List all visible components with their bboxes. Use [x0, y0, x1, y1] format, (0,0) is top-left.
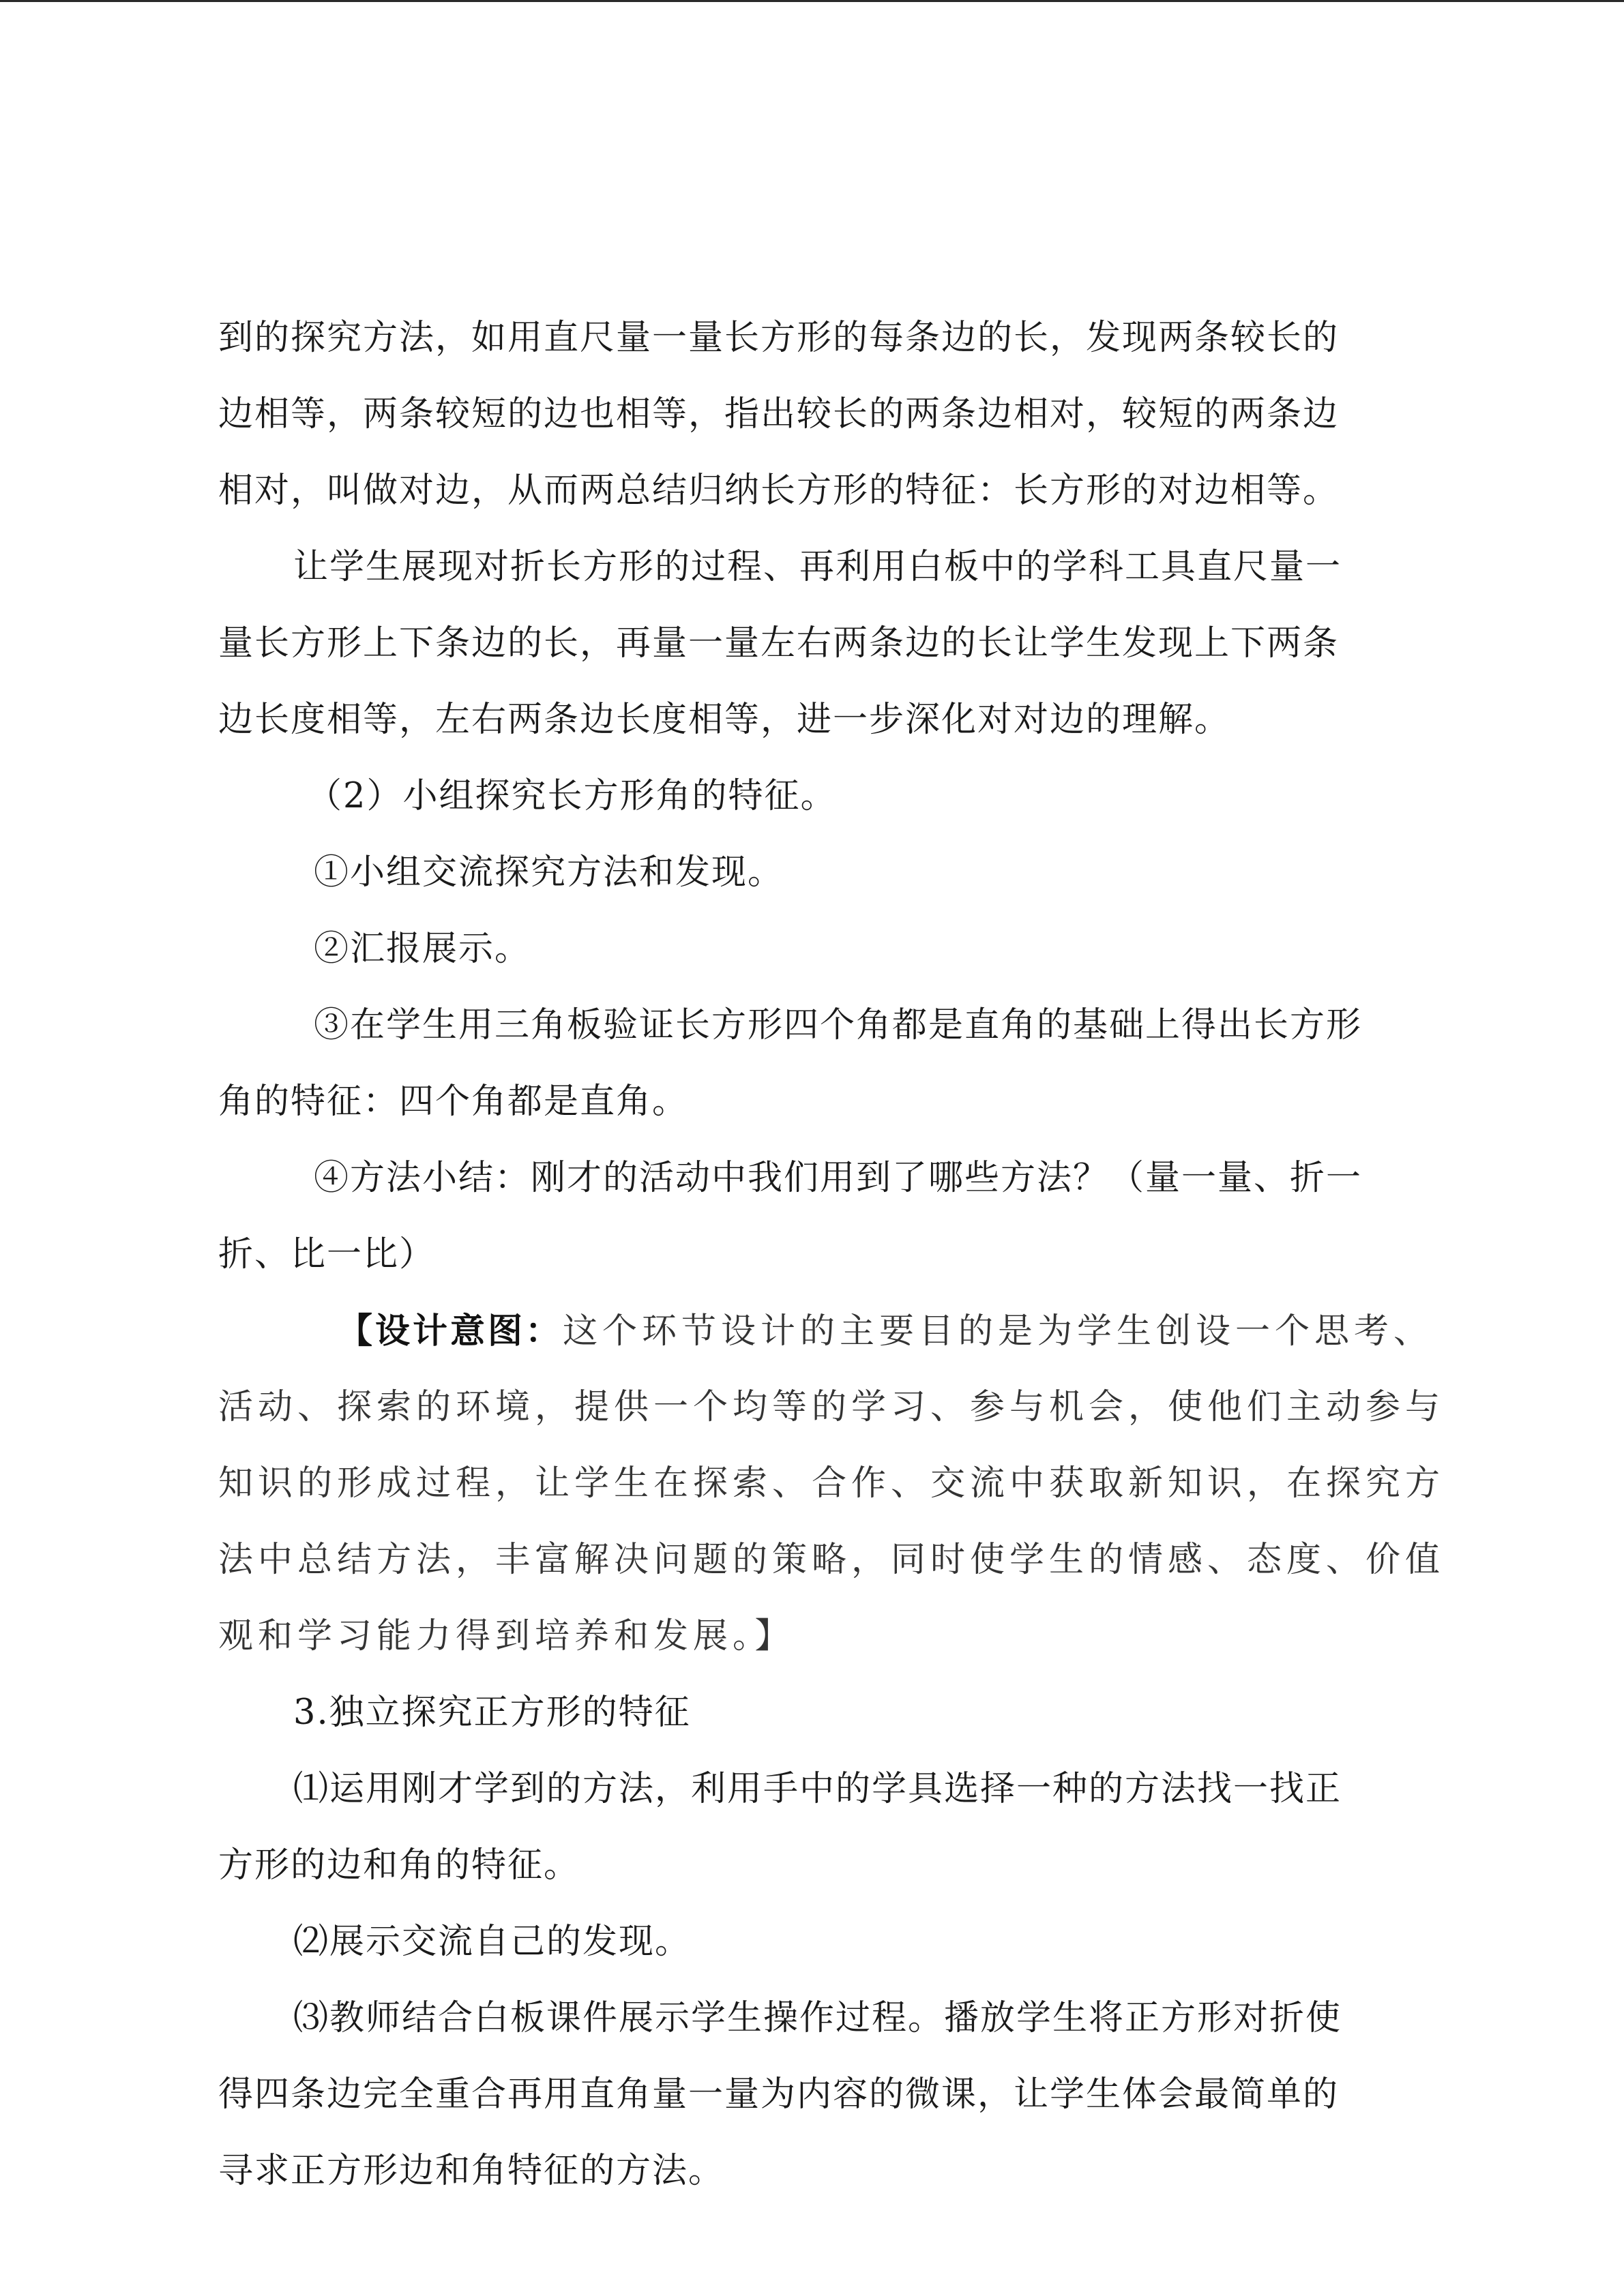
- top-border-rule: [0, 0, 1624, 2]
- paragraph-line: 到的探究方法，如用直尺量一量长方形的每条边的长，发现两条较长的: [218, 318, 1340, 358]
- design-intent-line: 知识的形成过程，让学生在探索、合作、交流中获取新知识，在探究方: [218, 1463, 1445, 1504]
- list-item: ②汇报展示。: [314, 929, 531, 969]
- design-intent-line: 活动、探索的环境，提供一个均等的学习、参与机会，使他们主动参与: [218, 1387, 1445, 1427]
- paragraph-line: 角的特征：四个角都是直角。: [218, 1082, 689, 1122]
- design-intent-first-line: [218, 1293, 1434, 1369]
- list-item: ④方法小结：刚才的活动中我们用到了哪些方法？（量一量、折一: [314, 1158, 1363, 1198]
- list-item: ③在学生用三角板验证长方形四个角都是直角的基础上得出长方形: [314, 1005, 1363, 1045]
- subheading-line: （2）小组探究长方形角的特征。: [307, 776, 837, 816]
- design-intent-line: 观和学习能力得到培养和发展。】: [218, 1616, 795, 1656]
- design-intent-title: 【设计意图：: [338, 1311, 563, 1352]
- paragraph-line: 边长度相等，左右两条边长度相等，进一步深化对对边的理解。: [218, 700, 1231, 740]
- list-item: ⑶教师结合白板课件展示学生操作过程。播放学生将正方形对折使: [293, 1998, 1342, 2038]
- paragraph-line: 得四条边完全重合再用直角量一量为内容的微课，让学生体会最简单的: [218, 2074, 1340, 2115]
- paragraph-line: 相对，叫做对边，从而两总结归纳长方形的特征：长方形的对边相等。: [218, 471, 1340, 511]
- paragraph-line: 量长方形上下条边的长，再量一量左右两条边的长让学生发现上下两条: [218, 623, 1340, 664]
- paragraph-line: 寻求正方形边和角特征的方法。: [218, 2151, 725, 2191]
- list-item: ⑵展示交流自己的发现。: [293, 1922, 692, 1962]
- paragraph-line: 折、比一比）: [218, 1234, 436, 1274]
- paragraph-line: 方形的边和角的特征。: [218, 1845, 580, 1885]
- list-item: ⑴运用刚才学到的方法，利用手中的学具选择一种的方法找一找正: [293, 1769, 1342, 1809]
- paragraph-line: 边相等，两条较短的边也相等，指出较长的两条边相对，较短的两条边: [218, 394, 1340, 434]
- paragraph-line: 让学生展现对折长方形的过程、再利用白板中的学科工具直尺量一: [293, 547, 1342, 587]
- document-page: [218, 300, 1445, 2209]
- section-heading: 3.独立探究正方形的特征: [293, 1693, 691, 1733]
- list-item: ①小组交流探究方法和发现。: [314, 852, 784, 893]
- design-intent-line: 法中总结方法，丰富解决问题的策略，同时使学生的情感、态度、价值: [218, 1540, 1445, 1580]
- design-intent-text: 这个环节设计的主要目的是为学生创设一个思考、: [563, 1311, 1434, 1352]
